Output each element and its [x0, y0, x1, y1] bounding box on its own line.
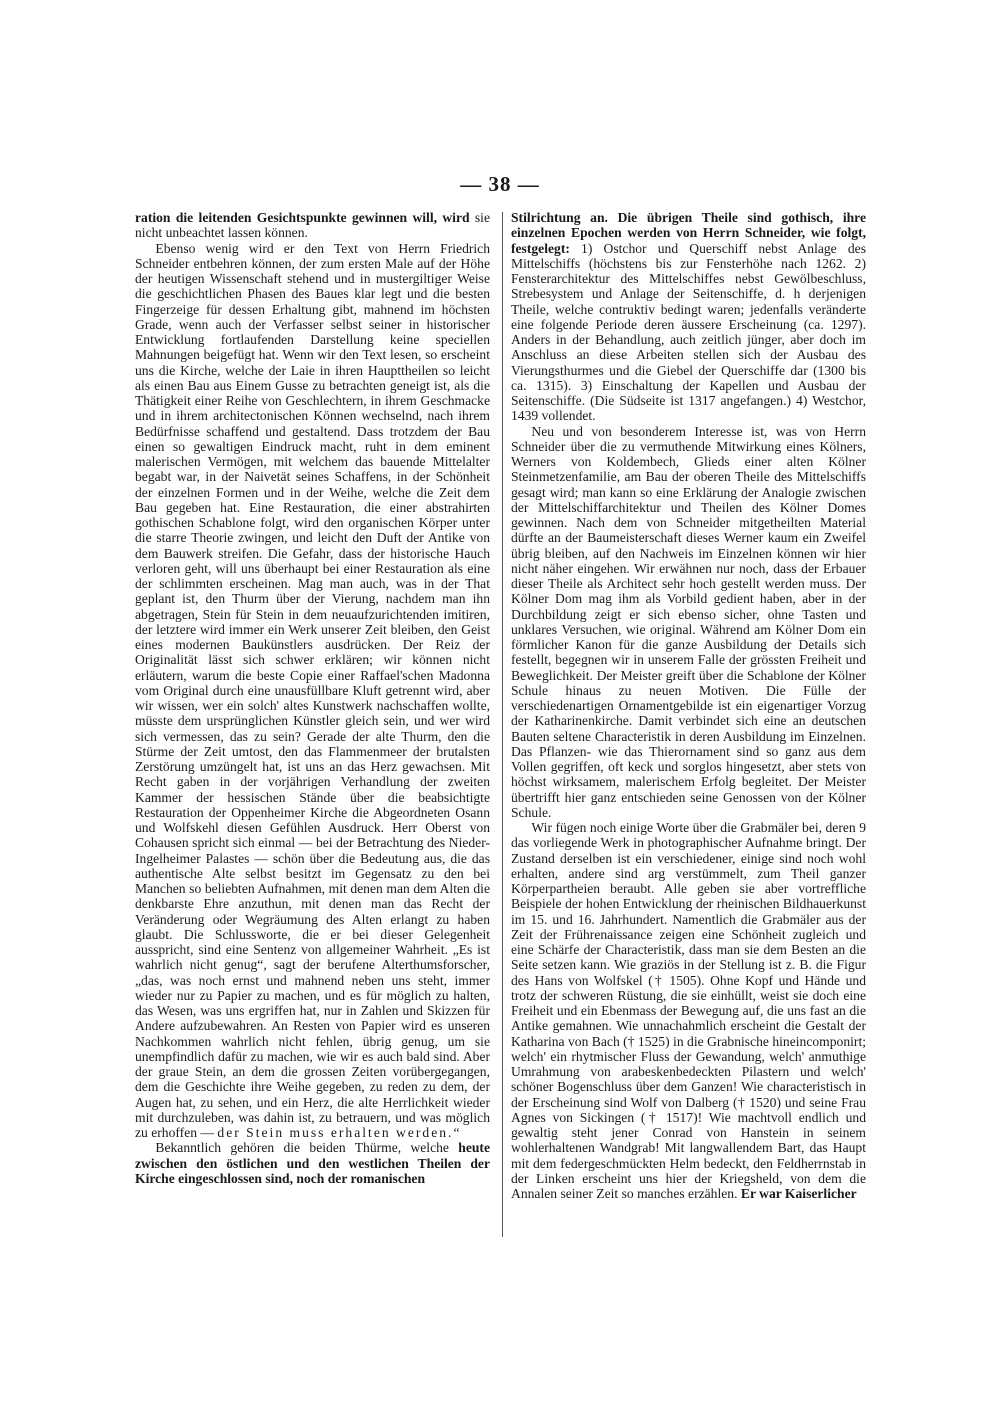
left-p2-text: Ebenso wenig wird er den Text von Herrn Friedrich Schneider entbehren können, der zum ersten Male auf der Höhe der heutigen Wissenschaft stehend und in mustergiltiger Weise die geschichtlichen Phasen des Baues klar legt und die besten Fingerzeige für dessen Erhaltung gibt, mahnend im höchsten Grade, wenn auch der Verfasser selbst seiner in historischer Entwicklung fortlaufenden Darstellung keine speciellen Mahnungen beigefügt hat. Wenn wir den Text lesen, so erscheint uns die Kirche, welche der Laie in ihren Haupttheilen so leicht als einen Bau aus Einem Gusse zu betrachten geneigt ist, als die Thätigkeit einer Reihe von Geschlechtern, in ihrem Geschmacke und in ihrem architectonischen Können wechselnd, nach ihrem Bedürfnisse schaffend und gestaltend. Dass trotzdem der Bau einen so gewaltigen Eindruck macht, ruht in dem eminent malerischen Vermögen, mit welchem das bauende Mittelalter begabt war, in der Naivetät seines Schaffens, in der Schönheit der einzelnen Formen und in der Weihe, welche die Zeit dem Bau gegeben hat. Eine Restauration, die einer abstrahirten gothischen Schablone folgt, wird den organischen Körper unter die starre Theorie zwingen, und leicht den Duft der Antike von dem Bauwerk streifen. Die Gefahr, dass der historische Hauch verloren geht, will uns überhaupt bei einer Restauration als eine der schlimmten erscheinen. Mag man auch, was in der That geplant ist, den Thurm über der Vierung, nachdem man ihn abgetragen, Stein für Stein in dem neuaufzurichtenden imitiren, der letztere wird immer ein Werk unserer Zeit bleiben, den Geist eines modernen Baukünstlers ausdrücken. Der Reiz der Originalität lässt sich schwer erklären; wir können nicht erläutern, warum die beste Copie einer Raffael'schen Madonna vom Original durch eine unausfüllbare Kluft getrennt wird, aber wir wissen, wer ein solch' altes Kunstwerk nachschaffen wollte, müsste dem ursprünglichen Künstler gleich sein, und wer wird sich vermessen, das zu sein? Gerade der alte Thurm, den die Stürme der Zeit umtost, den das Flammenmeer der brutalsten Zerstörung umzüngelt hat, ist uns an das Herz gewachsen. Mit Recht gaben in der vorjährigen Verhandlung der zweiten Kammer der hessischen Stände über die beabsichtigte Restauration der Oppenheimer Kirche die Abgeordneten Osann und Wolfskehl diesen Gefühlen Ausdruck. Herr Oberst von Cohausen spricht sich einmal — bei der Betrachtung des Nieder-Ingelheimer Palastes — schön über die Bedeutung aus, die das authentische Alte selbst besitzt im Gegensatz zu den bei Manchen so beliebten Aufnahmen, mit denen man dem Alten die denkbarste Ehre anzuthun, mit denen man das Recht der Veränderung oder Wegräumung des Alten erlangt zu haben glaubt. Die Schlussworte, die er bei dieser Gelegenheit ausspricht, sind eine Sentenz von allgemeiner Wahrheit. „Es ist wahrlich nicht genug“, sagt der berufene Alterthumsforscher, „das, was noch ernst und mahnend neben uns steht, immer wieder nur zu Papier zu machen, und es für möglich zu halten, das Wesen, was uns ergriffen hat, nur in Zahlen und Skizzen für Andere aufzubewahren. An Resten von Papier wird es unseren Nachkommen wahrlich nicht fehlen, übrig genug, um sie unempfindlich dafür zu machen, wie wir es auch bald sind. Aber der graue Stein, an dem die grossen Zeiten vorübergegangen, dem die Geschichte ihre Weihe gegeben, zu reden zu dem, der Augen hat, zu sehen, und ein Herz, die alte Herrlichkeit wieder mit durchzuleben, was dahin ist, zu betrauern, und was möglich zu erhoffen —: [135, 240, 490, 1140]
left-column: [135, 210, 490, 1186]
left-p1-bold: ration die leitenden Gesichtspunkte gewinnen will, wird: [135, 210, 470, 225]
left-p2-spaced: der Stein muss erhalten werden.“: [217, 1125, 462, 1140]
left-p3-text: Bekanntlich gehören die beiden Thürme, welche: [155, 1140, 449, 1156]
right-p1-bold: Stilrichtung an. Die übrigen Theile sind gothisch, ihre einzelnen Epochen werden von Herrn Schneider, wie folgt, festgelegt:: [511, 210, 866, 256]
right-column: [511, 210, 866, 1201]
right-paragraph-1: [511, 210, 866, 424]
left-paragraph-2: [135, 241, 490, 1141]
right-p3-text: Wir fügen noch einige Worte über die Grabmäler bei, deren 9 das vorliegende Werk in photographischer Aufnahme bringt. Der Zustand derselben ist ein verschiedener, einige sind noch wohl erhalten, andere sind arg verstümmelt, zum Theil ganzer Körperpartheien beraubt. Alle geben sie aber vortreffliche Beispiele der hohen Entwicklung der rheinischen Bildhauerkunst im 15. und 16. Jahrhundert. Namentlich die Grabmäler aus der Zeit der Frührenaissance zeigen eine Schönheit zugleich und eine Schärfe der Characteristik, dass man sie dem Besten an die Seite setzen kann. Wie graziös in der Stellung ist z. B. die Figur des Hans von Wolfskel († 1505). Ohne Kopf und Hände und trotz der schweren Rüstung, die sie einhüllt, weist sie doch eine Freiheit und ein Ebenmass der Bewegung auf, die uns fast an die Antike gemahnen. Wie unnachahmlich erscheint die Gestalt der Katharina von Bach († 1525) in die Grabnische hineincomponirt; welch' ein rhytmischer Fluss der Gewandung, welch' anmuthige Umrahmung von arabeskenbedeckten Pilastern und welch' schöner Bogenschluss über dem Ganzen! Wie characteristisch in der Erscheinung sind Wolf von Dalberg († 1520) und seine Frau Agnes von Sickingen († 1517)! Wie machtvoll endlich und gewaltig steht jener Conrad von Hanstein in seinem wohlerhaltenen Wandgrab! Mit langwallendem Bart, das Haupt mit dem federgeschmückten Helm bedeckt, den Feldherrnstab in der Linken erscheint uns hier der Kriegsheld, von dem die Annalen seiner Zeit so manches erzählen.: [511, 820, 866, 1201]
right-p3-bold: Er war Kaiserlicher: [740, 1186, 857, 1201]
page-number: — 38 —: [460, 172, 540, 196]
left-paragraph-1: [135, 210, 490, 241]
left-paragraph-3: [135, 1140, 490, 1186]
right-p1-rest: 1) Ostchor und Querschiff nebst Anlage des Mittelschiffs (höchstens bis zur Fensterhöhe nach 1262. 2) Fensterarchitektur des Mittelschiffes nebst Gewölbeschluss, Strebesystem und Anlage der Seitenschiffe, d. h derjenigen Theile, welche contruktiv bedingt waren; jedenfalls veränderte eine folgende Periode deren äussere Erscheinung (ca. 1297). Anders in der Behandlung, auch zeitlich jünger, aber doch im Anschluss an diese Arbeiten stellen sich der Ausbau des Vierungsthurmes und die Giebel der Querschiffe dar (1300 bis ca. 1315). 3) Einschaltung der Kapellen und Ausbau der Seitenschiffe. (Die Südseite ist 1317 angefangen.) 4) Westchor, 1439 vollendet.: [511, 240, 866, 424]
left-p1-rest: sie nicht unbeachtet lassen können.: [135, 210, 490, 241]
column-divider: [502, 212, 503, 1237]
right-paragraph-3: [511, 820, 866, 1201]
right-paragraph-2: Neu und von besonderem Interesse ist, was von Herrn Schneider über die zu vermuthende Mitwirkung eines Kölners, Werners von Koldembech, Glieds einer alten Kölner Steinmetzenfamilie, am Bau der oberen Theile des Mittelschiffs gesagt wird; man kann so eine Erklärung der Analogie zwischen der Mittelschiffarchitektur und Theilen des Kölner Domes gewinnen. Nach dem von Schneider mitgetheilten Material dürfte an der Baumeisterschaft dieses Werner kaum ein Zweifel übrig bleiben, auf den Nachweis im Einzelnen können wir hier nicht näher eingehen. Wir erwähnen nur noch, dass der Erbauer dieser Theile als Architect sehr hoch gestellt werden muss. Der Kölner Dom mag ihm als Vorbild gedient haben, aber in der Durchbildung zeigt er sich ebenso sicher, ohne Tasten und unklares Versuchen, wie original. Während am Kölner Dom ein förmlicher Kanon für die ganze Ausbildung der Details sich festellt, begegnen wir in unserem Falle der grössten Freiheit und Beweglichkeit. Der Meister greift über die Schablone der Kölner Schule hinaus zu neuen Motiven. Die Fülle der verschiedenartigen Ornamentgebilde ist ein eigenartiger Vorzug der Katharinenkirche. Damit verbindet sich eine an deutschen Bauten seltene Characteristik in deren Ausbildung im Einzelnen. Das Pflanzen- wie das Thierornament sind so ganz aus dem Vollen gegriffen, oft keck und sorglos hingesetzt, aber stets von höchst wirksamem, malerischem Erfolg begleitet. Der Meister übertrifft hier ganz entschieden seine Genossen von der Kölner Schule.: [511, 423, 866, 820]
left-p3-bold: heute zwischen den östlichen und den westlichen Theilen der Kirche eingeschlossen sind, noch der romanischen: [135, 1140, 490, 1186]
